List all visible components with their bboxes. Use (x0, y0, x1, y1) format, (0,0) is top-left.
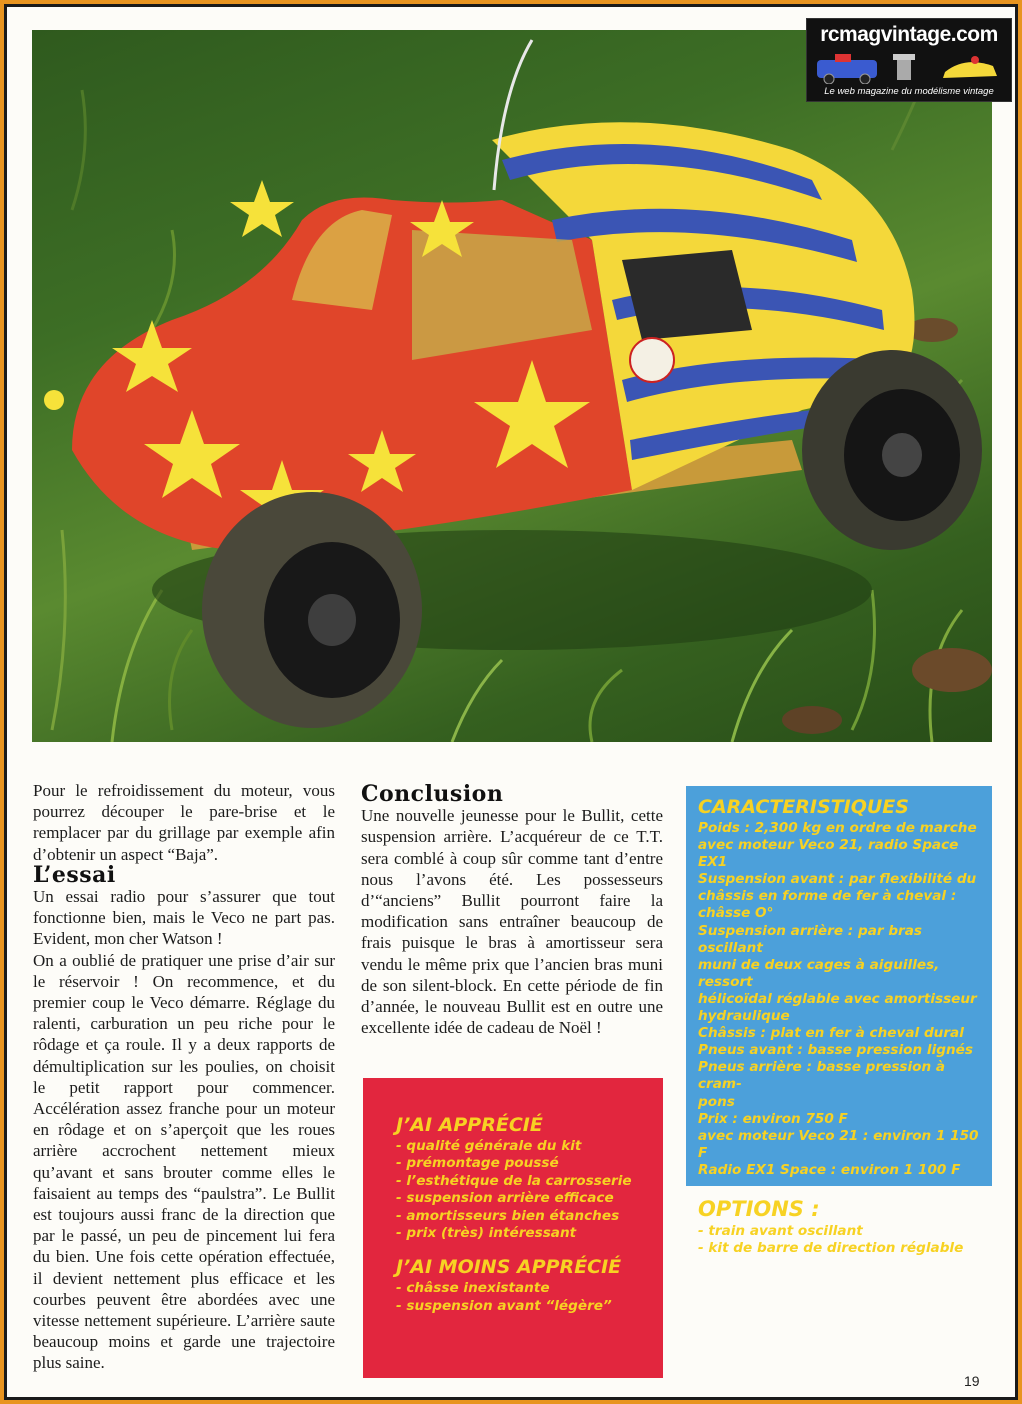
spec-line: châsse O° (698, 905, 774, 922)
apprecie-item: - l’esthétique de la carrosserie (396, 1172, 632, 1189)
option-item: - train avant oscillant (698, 1222, 863, 1239)
apprecie-heading: J’AI APPRÉCIÉ (396, 1114, 543, 1136)
logo-site-name: rcmagvintage.com (820, 23, 998, 46)
logo-models-icon (815, 52, 1003, 84)
spec-line: Prix : environ 750 F (698, 1110, 848, 1127)
spec-line: pons (698, 1093, 735, 1110)
rc-beetle-car-illustration (32, 30, 992, 742)
leaf-shape (912, 648, 992, 692)
spec-line: Suspension arrière : par bras oscillant (698, 922, 923, 956)
moins-apprecie-heading: J’AI MOINS APPRÉCIÉ (396, 1256, 622, 1279)
spec-line: hydraulique (698, 1008, 790, 1025)
spec-line: Suspension avant : par flexibilité du (698, 871, 977, 888)
options-heading: OPTIONS : (698, 1196, 820, 1221)
appreciation-box (363, 1078, 663, 1378)
spec-line: Châssis : plat en fer à cheval dural (698, 1025, 964, 1042)
logo-tagline: Le web magazine du modélisme vintage (824, 86, 994, 97)
essai-heading: L’essai (33, 861, 116, 888)
page-number: 19 (964, 1373, 980, 1389)
rear-wheel (802, 350, 982, 550)
site-logo (806, 18, 1012, 102)
spec-line: Radio EX1 Space : environ 1 100 F (698, 1161, 961, 1178)
apprecie-item: - prémontage poussé (396, 1155, 559, 1172)
moins-apprecie-item: - châsse inexistante (396, 1280, 550, 1297)
front-wheel (202, 492, 422, 728)
auto-sticker (630, 338, 674, 382)
spec-line: Pneus avant : basse pression lignés (698, 1042, 973, 1059)
spec-line: hélicoïdal réglable avec amortisseur (698, 990, 977, 1007)
spec-line: muni de deux cages à aiguilles, ressort (698, 956, 940, 990)
middle-column (361, 781, 663, 1038)
apprecie-item: - prix (très) intéressant (396, 1225, 577, 1242)
specifications-box (686, 786, 992, 1257)
conclusion-heading: Conclusion (361, 781, 504, 807)
option-item: - kit de barre de direction réglable (698, 1240, 964, 1257)
apprecie-item: - qualité générale du kit (396, 1138, 582, 1154)
left-column (33, 780, 335, 1374)
intro-paragraph: Pour le refroidissement du moteur, vous pourrez découper le pare-brise et le remplacer par du grillage par exemple afin d’obtenir un aspect “Baja”. (33, 781, 335, 864)
smiley-sticker (44, 390, 64, 410)
leaf-shape (782, 706, 842, 734)
moins-apprecie-item: - suspension avant “légère” (396, 1297, 612, 1314)
spec-line: avec moteur Veco 21 : environ 1 150 F (698, 1127, 979, 1161)
essai-paragraph-1: Un essai radio pour s’assurer que tout fonctionne bien, mais le Veco ne part pas. Evident, mon cher Watson ! (33, 887, 335, 949)
essai-paragraph-2: On a oublié de pratiquer une prise d’air sur le réservoir ! On recommence, et du premier coup le Veco démarre. Réglage du ralenti, carburation un peu riche pour le rôdage et ça roule. Il y a deux rapports de démultiplication sur les poulies, on choisit le petit rapport pour commencer. Accélération assez franche pour un moteur en rôdage et on s’aperçoit que les roues arrière accrochent nettement mieux qu’avant et sans brouter comme elles le faisaient au temps des “paulstra”. Le Bullit est toujours aussi franc de la direction que par le passé, un peu de pincement lui fera du bien. Une fois cette opération effectuée, il devient nettement plus efficace et les courbes peuvent être abordées avec une vitesse nettement supérieure. L’arrière saute beaucoup moins et garde une trajectoire plus saine. (33, 950, 335, 1373)
apprecie-item: - amortisseurs bien étanches (396, 1207, 620, 1224)
rc-car-photo (32, 30, 992, 742)
conclusion-paragraph: Une nouvelle jeunesse pour le Bullit, cette suspension arrière. L’acquéreur de ce T.T. sera comblé à coup sûr comme tant d’entre nous l’avons été. Les possesseurs d’“anciens” Bullit pourront faire la modification sans entraîner beaucoup de frais puisque le bras à amortisseur sera vendu le même prix que l’ancien bras muni de son silent-block. En cette période de fin d’année, le nouveau Bullit est en outre une excellente idée de cadeau de Noël ! (361, 806, 663, 1038)
spec-line: Poids : 2,300 kg en ordre de marche (698, 820, 977, 836)
caracteristiques-heading: CARACTERISTIQUES (698, 796, 909, 818)
rear-window (622, 250, 752, 340)
spec-line: châssis en forme de fer à cheval : (698, 888, 957, 905)
spec-line: Pneus arrière : basse pression à cram- (698, 1059, 946, 1093)
apprecie-item: - suspension arrière efficace (396, 1190, 614, 1207)
spec-line: avec moteur Veco 21, radio Space EX1 (698, 837, 959, 871)
